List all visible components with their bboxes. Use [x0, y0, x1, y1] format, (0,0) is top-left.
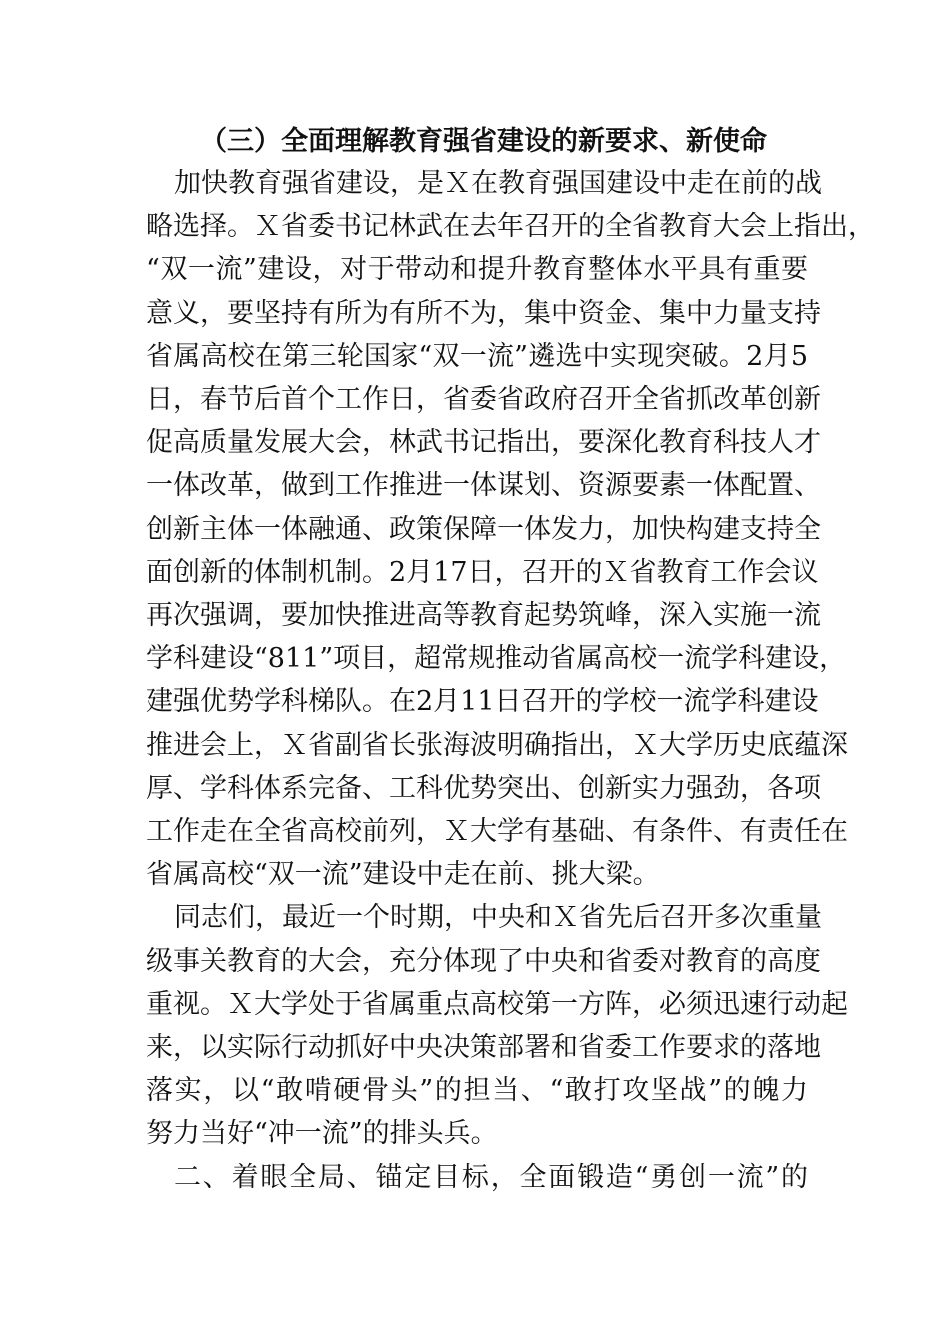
- paragraph3-line: 二、着眼全局、锚定目标，全面锻造“勇创一流”的: [174, 1161, 810, 1193]
- paragraph1-line: 意义，要坚持有所为有所不为，集中资金、集中力量支持: [146, 297, 821, 329]
- paragraph1-line: 省属高校“双一流”建设中走在前、挑大梁。: [146, 859, 660, 891]
- paragraph1-line: 工作走在全省高校前列，Ｘ大学有基础、有条件、有责任在: [146, 816, 848, 847]
- paragraph1-line: 推进会上，Ｘ省副省长张海波明确指出，Ｘ大学历史底蕴深: [146, 729, 848, 761]
- paragraph1-line: 建强优势学科梯队。在2月11日召开的学校一流学科建设: [146, 686, 819, 718]
- paragraph1-line: 省属高校在第三轮国家“双一流”遴选中实现突破。2月5: [146, 340, 809, 372]
- paragraph2-line: 级事关教育的大会，充分体现了中央和省委对教育的高度: [146, 945, 821, 977]
- paragraph2-line: 来，以实际行动抓好中央决策部署和省委工作要求的落地: [146, 1032, 821, 1063]
- paragraph1-line: 创新主体一体融通、政策保障一体发力，加快构建支持全: [146, 513, 821, 545]
- paragraph1-line: 学科建设“811”项目，超常规推动省属高校一流学科建设，: [146, 643, 847, 675]
- paragraph1-line: 加快教育强省建设，是Ｘ在教育强国建设中走在前的战: [174, 168, 822, 199]
- paragraph1-line: 再次强调，要加快推进高等教育起势筑峰，深入实施一流: [146, 600, 821, 631]
- paragraph2-line: 同志们，最近一个时期，中央和Ｘ省先后召开多次重量: [174, 902, 822, 934]
- paragraph1-line: 面创新的体制机制。2月17日，召开的Ｘ省教育工作会议: [146, 556, 819, 588]
- section-heading: （三）全面理解教育强省建设的新要求、新使命: [200, 126, 767, 157]
- paragraph1-line: “双一流”建设，对于带动和提升教育整体水平具有重要: [146, 254, 809, 286]
- paragraph1-line: 促高质量发展大会，林武书记指出，要深化教育科技人才: [146, 427, 821, 459]
- paragraph1-line: 日，春节后首个工作日，省委省政府召开全省抓改革创新: [146, 384, 821, 415]
- paragraph1-line: 厚、学科体系完备、工科优势突出、创新实力强劲，各项: [146, 772, 821, 804]
- paragraph2-line: 落实，以“敢啃硬骨头”的担当、“敢打攻坚战”的魄力: [146, 1075, 810, 1107]
- paragraph1-line: 略选择。Ｘ省委书记林武在去年召开的全省教育大会上指出，: [146, 211, 875, 243]
- paragraph1-line: 一体改革，做到工作推进一体谋划、资源要素一体配置、: [146, 470, 821, 502]
- paragraph2-line: 努力当好“冲一流”的排头兵。: [146, 1118, 498, 1150]
- paragraph2-line: 重视。Ｘ大学处于省属重点高校第一方阵，必须迅速行动起: [146, 988, 848, 1020]
